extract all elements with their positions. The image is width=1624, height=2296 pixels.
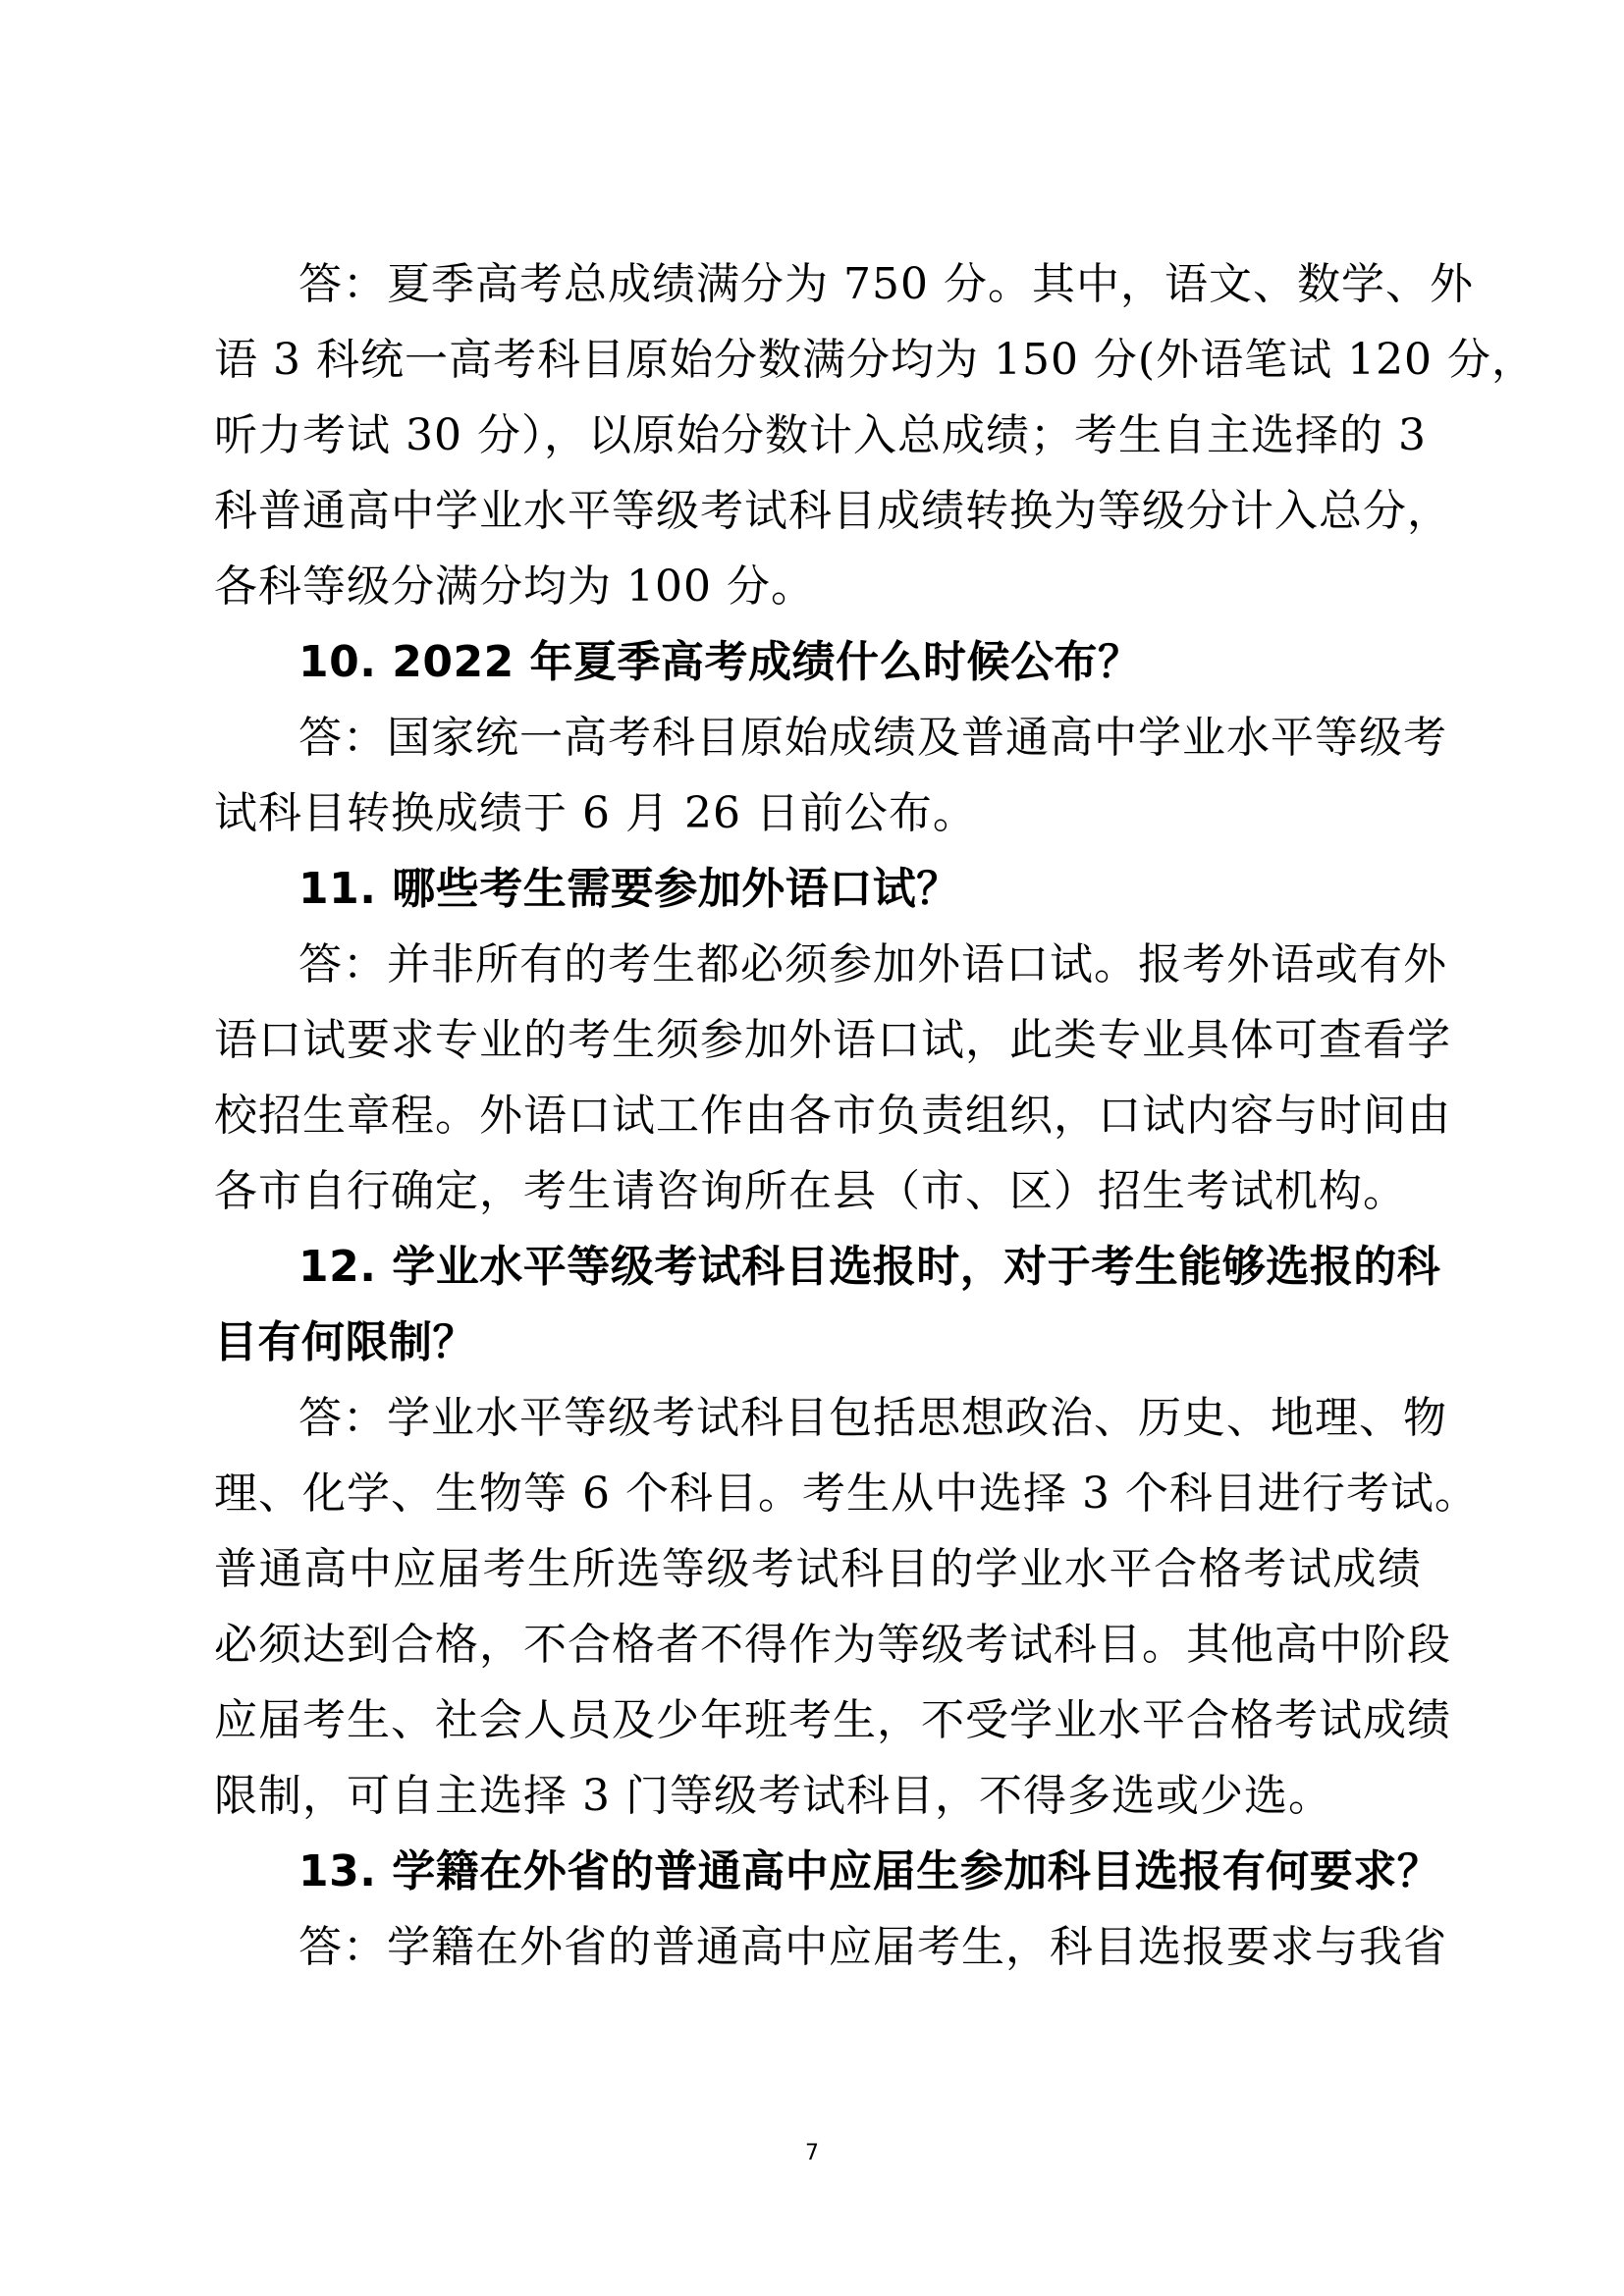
- question-11-heading: 11. 哪些考生需要参加外语口试？: [298, 864, 960, 914]
- question-12-heading-line-1: 12. 学业水平等级考试科目选报时，对于考生能够选报的科: [298, 1242, 1441, 1292]
- answer-10-line-2: 试科目转换成绩于 6 月 26 日前公布。: [214, 788, 977, 838]
- answer-12-line-3: 普通高中应届考生所选等级考试科目的学业水平合格考试成绩: [214, 1544, 1422, 1594]
- answer-12-line-5: 应届考生、社会人员及少年班考生，不受学业水平合格考试成绩: [214, 1695, 1451, 1745]
- answer-12-line-4: 必须达到合格，不合格者不得作为等级考试科目。其他高中阶段: [214, 1620, 1451, 1670]
- answer-9-line-3: 听力考试 30 分），以原始分数计入总成绩；考生自主选择的 3: [214, 410, 1427, 460]
- answer-9-line-5: 各科等级分满分均为 100 分。: [214, 561, 815, 612]
- answer-11-line-1: 答：并非所有的考生都必须参加外语口试。报考外语或有外: [298, 939, 1447, 989]
- answer-12-line-2: 理、化学、生物等 6 个科目。考生从中选择 3 个科目进行考试。: [214, 1468, 1479, 1519]
- answer-9-line-4: 科普通高中学业水平等级考试科目成绩转换为等级分计入总分，: [214, 486, 1451, 536]
- answer-11-line-4: 各市自行确定，考生请咨询所在县（市、区）招生考试机构。: [214, 1166, 1407, 1216]
- answer-13-line-1: 答：学籍在外省的普通高中应届考生，科目选报要求与我省: [298, 1922, 1447, 1972]
- question-12-heading-line-2: 目有何限制？: [214, 1317, 476, 1367]
- answer-11-line-2: 语口试要求专业的考生须参加外语口试，此类专业具体可查看学: [214, 1015, 1451, 1065]
- page-number: 7: [805, 2141, 819, 2165]
- answer-9-line-1: 答：夏季高考总成绩满分为 750 分。其中，语文、数学、外: [298, 259, 1474, 309]
- answer-9-line-2: 语 3 科统一高考科目原始分数满分均为 150 分(外语笔试 120 分，: [214, 335, 1537, 385]
- question-10-heading: 10. 2022 年夏季高考成绩什么时候公布？: [298, 637, 1142, 687]
- answer-12-line-1: 答：学业水平等级考试科目包括思想政治、历史、地理、物: [298, 1393, 1447, 1443]
- answer-12-line-6: 限制，可自主选择 3 门等级考试科目，不得多选或少选。: [214, 1771, 1332, 1821]
- answer-10-line-1: 答：国家统一高考科目原始成绩及普通高中学业水平等级考: [298, 713, 1447, 763]
- answer-11-line-3: 校招生章程。外语口试工作由各市负责组织，口试内容与时间由: [214, 1091, 1451, 1141]
- question-13-heading: 13. 学籍在外省的普通高中应届生参加科目选报有何要求？: [298, 1846, 1441, 1896]
